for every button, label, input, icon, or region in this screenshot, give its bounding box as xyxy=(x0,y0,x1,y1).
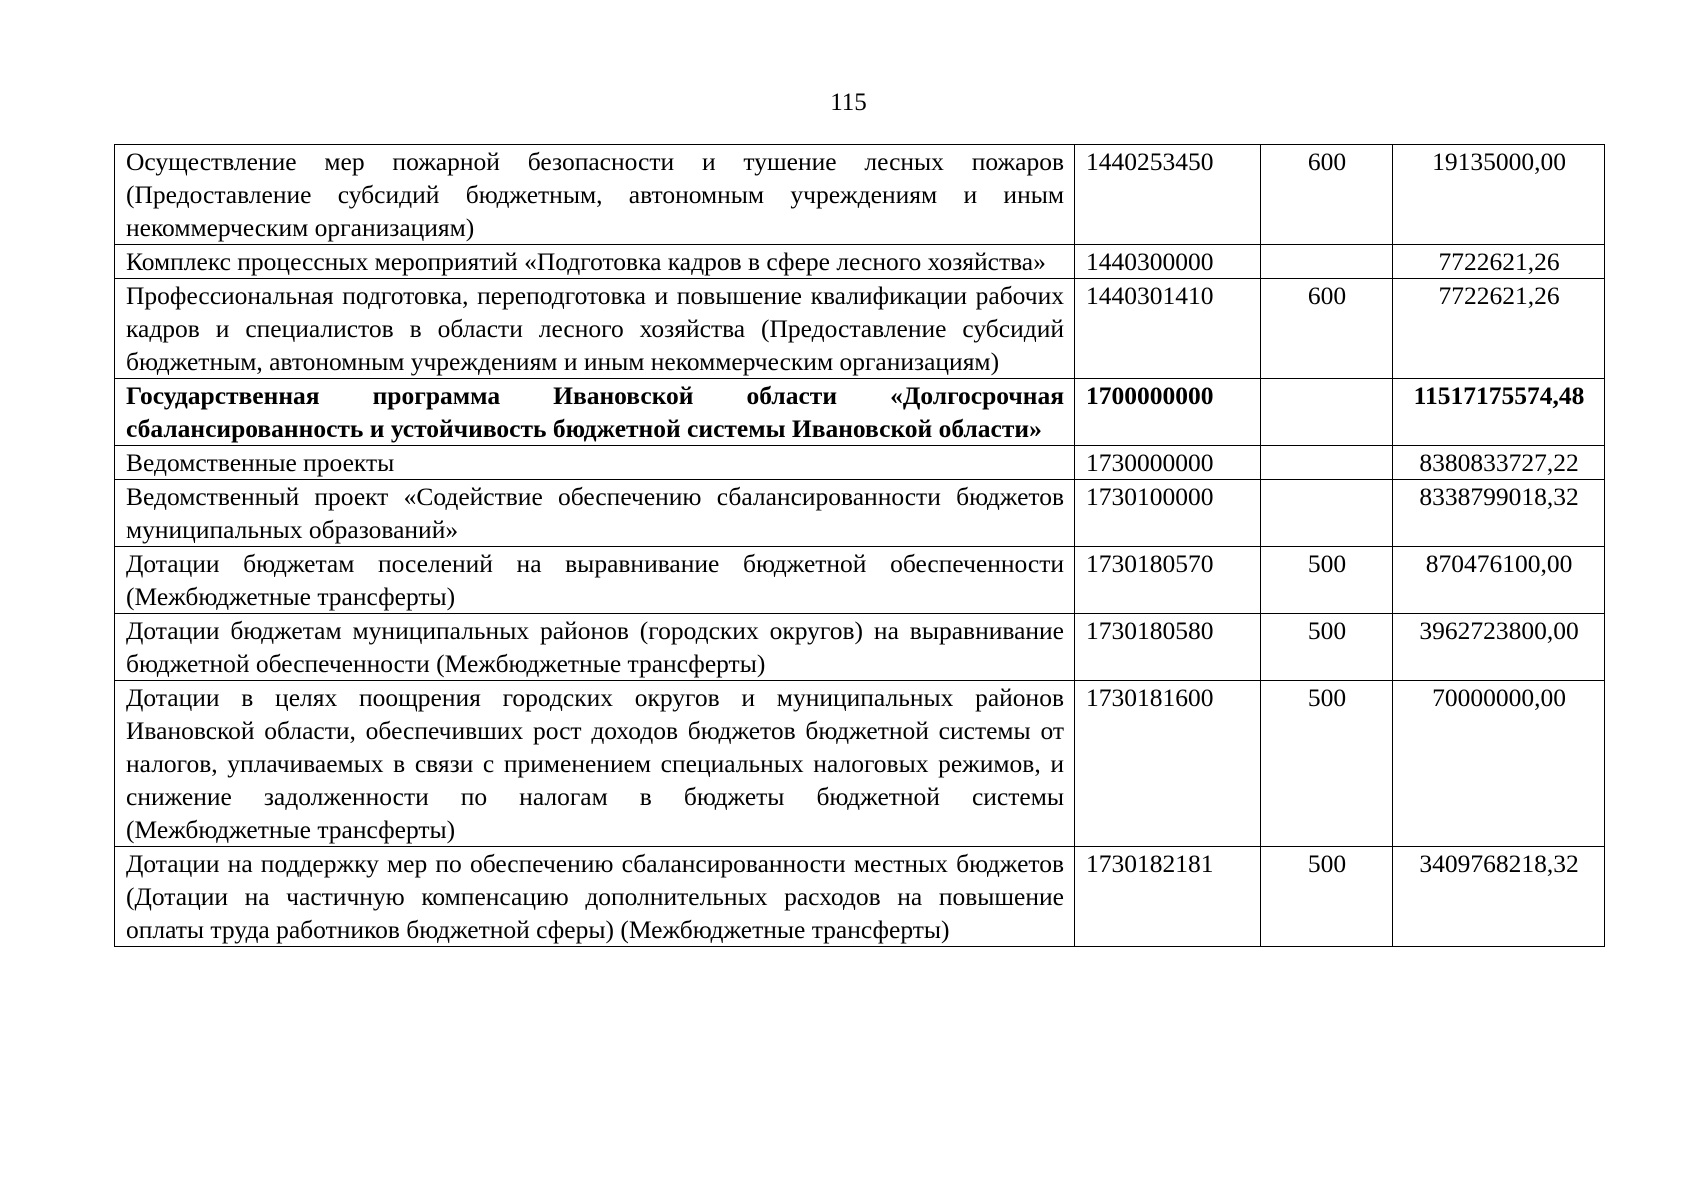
row-name-cell: Профессиональная подготовка, переподготовка и повышение квалификации рабочих кадров и специалистов в области лесного хозяйства (Предоставление субсидий бюджетным, автономным учреждениям и иным некоммерческим организациям) xyxy=(115,279,1075,379)
row-code-cell: 1730180570 xyxy=(1075,547,1261,614)
row-sum-cell: 19135000,00 xyxy=(1393,145,1605,245)
row-sum-cell: 70000000,00 xyxy=(1393,681,1605,847)
row-name-cell: Ведомственный проект «Содействие обеспечению сбалансированности бюджетов муниципальных образований» xyxy=(115,480,1075,547)
row-type-cell: 500 xyxy=(1261,681,1393,847)
row-sum-cell: 11517175574,48 xyxy=(1393,379,1605,446)
row-type-cell: 500 xyxy=(1261,847,1393,947)
row-name-cell: Дотации в целях поощрения городских округов и муниципальных районов Ивановской области, обеспечивших рост доходов бюджетов бюджетной системы от налогов, уплачиваемых в связи с применением специальных налоговых режимов, и снижение задолженности по налогам в бюджеты бюджетной системы (Межбюджетные трансферты) xyxy=(115,681,1075,847)
row-type-cell xyxy=(1261,245,1393,279)
table-row-program xyxy=(115,379,1605,446)
row-sum-cell: 8338799018,32 xyxy=(1393,480,1605,547)
row-name-cell: Дотации на поддержку мер по обеспечению сбалансированности местных бюджетов (Дотации на частичную компенсацию дополнительных расходов на повышение оплаты труда работников бюджетной сферы) (Межбюджетные трансферты) xyxy=(115,847,1075,947)
row-code-cell: 1730181600 xyxy=(1075,681,1261,847)
row-sum-cell: 7722621,26 xyxy=(1393,245,1605,279)
row-sum-cell: 8380833727,22 xyxy=(1393,446,1605,480)
row-code-cell: 1730100000 xyxy=(1075,480,1261,547)
table-row xyxy=(115,145,1605,245)
row-name-cell: Ведомственные проекты xyxy=(115,446,1075,480)
budget-table xyxy=(114,144,1605,947)
table-row xyxy=(115,847,1605,947)
row-type-cell xyxy=(1261,480,1393,547)
row-sum-cell: 3962723800,00 xyxy=(1393,614,1605,681)
row-name-cell: Государственная программа Ивановской области «Долгосрочная сбалансированность и устойчивость бюджетной системы Ивановской области» xyxy=(115,379,1075,446)
row-type-cell: 500 xyxy=(1261,547,1393,614)
row-sum-cell: 3409768218,32 xyxy=(1393,847,1605,947)
table-row xyxy=(115,547,1605,614)
row-type-cell: 600 xyxy=(1261,279,1393,379)
table-row xyxy=(115,446,1605,480)
row-sum-cell: 870476100,00 xyxy=(1393,547,1605,614)
row-type-cell xyxy=(1261,446,1393,480)
table-row xyxy=(115,245,1605,279)
table-row xyxy=(115,681,1605,847)
row-code-cell: 1730000000 xyxy=(1075,446,1261,480)
row-code-cell: 1730182181 xyxy=(1075,847,1261,947)
row-code-cell: 1440300000 xyxy=(1075,245,1261,279)
row-name-cell: Комплекс процессных мероприятий «Подготовка кадров в сфере лесного хозяйства» xyxy=(115,245,1075,279)
row-type-cell: 600 xyxy=(1261,145,1393,245)
row-code-cell: 1440301410 xyxy=(1075,279,1261,379)
row-sum-cell: 7722621,26 xyxy=(1393,279,1605,379)
row-type-cell: 500 xyxy=(1261,614,1393,681)
row-code-cell: 1730180580 xyxy=(1075,614,1261,681)
row-type-cell xyxy=(1261,379,1393,446)
row-code-cell: 1440253450 xyxy=(1075,145,1261,245)
table-row xyxy=(115,480,1605,547)
budget-table-body xyxy=(115,145,1605,947)
page-number: 115 xyxy=(830,89,867,116)
table-row xyxy=(115,614,1605,681)
table-row xyxy=(115,279,1605,379)
row-name-cell: Осуществление мер пожарной безопасности и тушение лесных пожаров (Предоставление субсидий бюджетным, автономным учреждениям и иным некоммерческим организациям) xyxy=(115,145,1075,245)
row-name-cell: Дотации бюджетам муниципальных районов (городских округов) на выравнивание бюджетной обеспеченности (Межбюджетные трансферты) xyxy=(115,614,1075,681)
row-name-cell: Дотации бюджетам поселений на выравнивание бюджетной обеспеченности (Межбюджетные трансферты) xyxy=(115,547,1075,614)
row-code-cell: 1700000000 xyxy=(1075,379,1261,446)
